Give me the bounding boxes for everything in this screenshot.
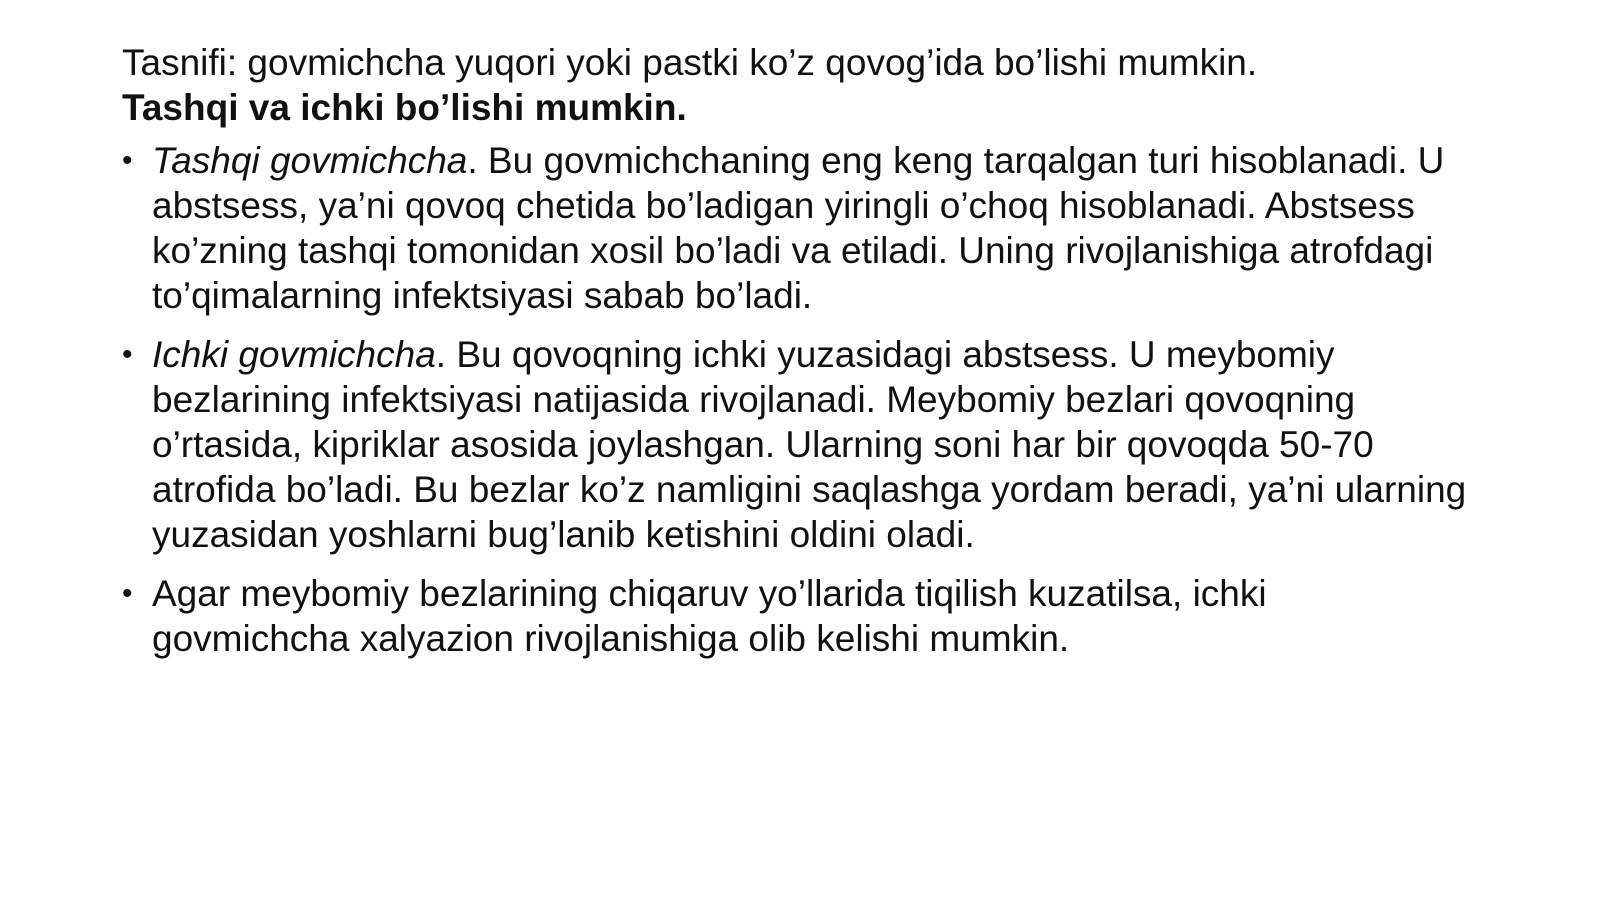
bullet-item-xalyazion [122,571,1472,661]
intro-line: Tasnifi: govmichcha yuqori yoki pastki ko’z qovog’ida bo’lishi mumkin. [122,42,1258,83]
bullet-item-tashqi [122,138,1472,318]
bullet-dot-icon: • [122,577,133,610]
intro-bold-line: Tashqi va ichki bo’lishi mumkin. [122,87,687,128]
bullet-dot-icon: • [122,338,133,371]
bullet-term: Ichki govmichcha [152,334,436,375]
bullet-item-ichki [122,332,1472,557]
intro-paragraph [122,40,1472,130]
bullet-term: Tashqi govmichcha [152,140,468,181]
bullet-list [122,138,1472,661]
bullet-text: . Bu govmichchaning eng keng tarqalgan turi hisoblanadi. U abstsess, ya’ni qovoq chetida bo’ladigan yiringli o’choq hisoblanadi. Abstsess ko’zning tashqi tomonidan xosil bo’ladi va etiladi. Uning rivojlanishiga atrofdagi to’qimalarning infektsiyasi sabab bo’ladi. [152,140,1445,316]
bullet-text: . Bu qovoqning ichki yuzasidagi abstsess. U meybomiy bezlarining infektsiyasi natijasida rivojlanadi. Meybomiy bezlari qovoqning o’rtasida, kipriklar asosida joylashgan. Ularning soni har bir qovoqda 50-70 atrofida bo’ladi. Bu bezlar ko’z namligini saqlashga yordam beradi, ya’ni ularning yuzasidan yoshlarni bug’lanib ketishini oldini oladi. [152,334,1467,555]
bullet-dot-icon: • [122,144,133,177]
slide-content [122,40,1472,675]
bullet-text: Agar meybomiy bezlarining chiqaruv yo’llarida tiqilish kuzatilsa, ichki govmichcha xalyazion rivojlanishiga olib kelishi mumkin. [152,573,1267,659]
